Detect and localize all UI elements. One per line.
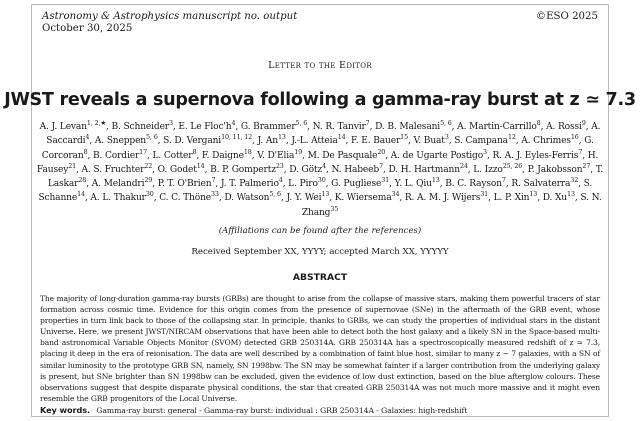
author-name: A. Chrimes: [521, 136, 571, 147]
author-name: D. H. Hartmann: [388, 164, 460, 175]
author-name: A. Martin-Carrillo: [457, 122, 537, 132]
author-affiliation-mark: 13: [529, 190, 538, 199]
author: [307, 147, 386, 161]
author: [94, 133, 158, 147]
author-name: S. N. Zhang: [301, 193, 602, 218]
author: [331, 176, 390, 190]
author-name: F. Daigne: [201, 150, 244, 161]
author-affiliation-mark: 13: [431, 176, 440, 185]
author-affiliation-mark: 3: [444, 133, 449, 142]
author-name: A. S. Fruchter: [81, 164, 145, 175]
author-affiliation-mark: 4: [278, 176, 283, 185]
author-affiliation-mark: 22: [144, 161, 153, 170]
author: [542, 190, 575, 204]
manuscript-date: October 30, 2025: [42, 23, 133, 34]
author-affiliation-mark: 7: [365, 119, 370, 127]
author-affiliation-mark: 31: [381, 176, 390, 185]
keywords-text: Gamma-ray burst: general - Gamma-ray burst: individual : GRB 250314A - Galaxies: high-redshift: [96, 406, 468, 415]
keywords-label: Key words.: [40, 405, 91, 415]
author-name: L. Izzo: [473, 164, 503, 175]
author-name: A. Sneppen: [94, 136, 147, 147]
author-name: S. D. Vergani: [163, 136, 222, 147]
author-affiliation-mark: 29: [144, 176, 153, 185]
author: [388, 161, 468, 175]
affiliations-note: (Affiliations can be found after the references): [218, 226, 422, 236]
author-name: H. Fausey: [36, 150, 599, 175]
author: [492, 147, 583, 161]
author: [394, 176, 440, 190]
author-affiliation-mark: 19: [294, 147, 303, 156]
author-affiliation-mark: 7: [211, 176, 216, 185]
author-affiliation-mark: 17: [139, 147, 147, 156]
author-name: D. B. Malesani: [375, 122, 441, 132]
author: [390, 147, 487, 161]
author: [152, 147, 197, 161]
author-affiliation-mark: 34: [391, 190, 400, 199]
author: [289, 161, 326, 175]
author-affiliation-mark: 7: [501, 176, 506, 185]
author: [257, 147, 303, 161]
author: [201, 147, 252, 161]
author: [111, 119, 173, 132]
author: [81, 161, 153, 175]
author-affiliation-mark: 8: [192, 147, 197, 156]
author-affiliation-mark: 16: [570, 133, 579, 142]
copyright-notice: ©ESO 2025: [535, 11, 598, 22]
author-affiliation-mark: 32: [570, 176, 579, 185]
author-name: G. Corcoran: [41, 136, 594, 161]
author: [527, 161, 591, 175]
abstract-heading: ABSTRACT: [292, 272, 348, 283]
author-name: R. A. J. Eyles-Ferris: [492, 150, 579, 161]
author-name: J.-L. Atteia: [291, 136, 338, 147]
author-name: P. Jakobsson: [527, 164, 583, 175]
author-name: J. Y. Wei: [286, 193, 322, 204]
author-affiliation-mark: 13: [278, 133, 286, 142]
author: [331, 161, 383, 175]
author-name: A. Saccardi: [46, 122, 601, 147]
author-affiliation-mark: 3: [483, 147, 487, 156]
author-name: A. Melandri: [91, 179, 145, 190]
author: [159, 190, 219, 204]
author-affiliation-mark: 5, 6: [269, 190, 281, 199]
author-name: L. Cotter: [152, 150, 193, 161]
author-affiliation-mark: 9: [581, 119, 586, 127]
author-name: D. Götz: [289, 164, 323, 175]
author: [257, 133, 286, 147]
author-name: A. Rossi: [546, 122, 582, 132]
author-affiliation-mark: 4: [322, 161, 326, 170]
author: [157, 161, 205, 175]
author-name: D. Xu: [542, 193, 568, 204]
author-affiliation-mark: 35: [330, 204, 339, 213]
author-affiliation-mark: 8: [536, 119, 541, 127]
author-affiliation-mark: 10, 11, 12: [221, 133, 253, 142]
author-affiliation-mark: 30: [145, 190, 154, 199]
author-affiliation-mark: 14: [196, 161, 205, 170]
author: [286, 190, 330, 204]
author-name: B. P. Gompertz: [210, 164, 276, 175]
author: [375, 119, 452, 132]
author-affiliation-mark: 33: [211, 190, 219, 199]
author: [546, 119, 586, 132]
author: [163, 133, 253, 147]
author-name: J. An: [257, 136, 278, 147]
author-name: R. Salvaterra: [511, 179, 571, 190]
author: [334, 190, 400, 204]
abstract-body: The majority of long-duration gamma-ray bursts (GRBs) are thought to arise from the collapse of massive stars, making them powerful tracers of star formation across cosmic time. Evidence for this origin comes from the presence of supernovae (SNe) in the aftermath of the GRB event, whose properties in turn link back to those of the collapsing star. In principle, thanks to GRBs, we can study the properties of individual stars in the distant Universe. Here, we present JWST/NIRCAM observations that have been able to detect both the host galaxy and a likely SN in the Space-based multi-band astronomical Variable Objects Monitor (SVOM) detected GRB 250314A. GRB 250314A has a spectroscopically measured redshift of z ≃ 7.3, placing it deep in the era of reionisation. The data are well described by a combination of faint blue host, similar to many z ∼ 7 galaxies, with a SN of similar luminosity to the prototype GRB SN, namely, SN 1998bw. The SN may be somewhat fainter if a larger contribution from the underlying galaxy is present, but SNe brighter than SN 1998bw can be excluded, given the evidence of low dust extinction, based on the blue afterglow colours. These observations suggest that despite disparate physical conditions, the star that created GRB 250314A was not much more massive and it might even resemble the GRB progenitors of the Local Universe.: [40, 294, 600, 403]
author: [312, 119, 370, 132]
author-name: L. P. Xin: [493, 193, 530, 204]
author: [91, 176, 153, 190]
author-affiliation-mark: 8: [83, 147, 88, 156]
author-name: S. Schanne: [38, 179, 593, 204]
author-name: T. Laskar: [47, 164, 604, 190]
author: [220, 176, 283, 190]
author-name: F. E. Bauer: [351, 136, 401, 147]
author: [404, 190, 489, 204]
author-name: B. Schneider: [111, 122, 169, 132]
running-header: [42, 11, 297, 35]
author: [413, 133, 449, 147]
author-name: Y. L. Qiu: [394, 179, 432, 190]
author-name: R. A. M. J. Wijers: [404, 193, 481, 204]
author-name: A. L. Thakur: [90, 193, 146, 204]
author-name: N. Habeeb: [331, 164, 380, 175]
author-name: K. Wiersema: [334, 193, 392, 204]
author: [39, 119, 106, 132]
author-name: C. C. Thöne: [159, 193, 212, 204]
author-name: N. R. Tanvir: [312, 122, 366, 132]
author-affiliation-mark: 25, 26: [502, 161, 523, 170]
author: [454, 133, 516, 147]
author: [511, 176, 579, 190]
author-affiliation-mark: 13: [321, 190, 330, 199]
author-affiliation-mark: 23: [275, 161, 284, 170]
author-name: G. Brammer: [240, 122, 296, 132]
keywords-line: [40, 405, 600, 415]
author: [288, 176, 326, 190]
paper-title: JWST reveals a supernova following a gamma-ray burst at z ≃ 7.3: [4, 90, 636, 110]
author: [92, 147, 147, 161]
author: [457, 119, 541, 132]
author-affiliation-mark: 30: [317, 176, 326, 185]
author: [224, 190, 281, 204]
author-name: V. Buat: [413, 136, 445, 147]
author-affiliation-mark: 12: [507, 133, 516, 142]
author-affiliation-mark: 31: [480, 190, 489, 199]
author-name: A. de Ugarte Postigo: [390, 150, 484, 161]
author-affiliation-mark: 18: [243, 147, 252, 156]
author-name: A. J. Levan: [39, 122, 87, 132]
author: [351, 133, 408, 147]
author: [210, 161, 284, 175]
author-affiliation-mark: 21: [68, 161, 77, 170]
author-affiliation-mark: 5, 6: [295, 119, 308, 127]
author-affiliation-mark: 5, 6: [440, 119, 452, 127]
author-affiliation-mark: 4: [231, 119, 236, 127]
author-affiliation-mark: 20: [377, 147, 386, 156]
author: [445, 176, 506, 190]
author: [178, 119, 236, 132]
author-name: D. Watson: [224, 193, 270, 204]
received-dates: Received September XX, YYYY; accepted March XX, YYYYY: [191, 247, 449, 257]
author-name: B. Cordier: [92, 150, 140, 161]
author-affiliation-mark: 15: [400, 133, 408, 142]
author-name: E. Le Floc'h: [178, 122, 232, 132]
author: [291, 133, 346, 147]
author-name: P. T. O'Brien: [157, 179, 212, 190]
author-name: S. Campana: [454, 136, 508, 147]
author-affiliation-mark: 5, 6: [146, 133, 158, 142]
author-affiliation-mark: 4: [85, 133, 90, 142]
author-affiliation-mark: 28: [78, 176, 87, 185]
author-affiliation-mark: 27: [582, 161, 591, 170]
author: [157, 176, 216, 190]
author-affiliation-mark: 7: [379, 161, 383, 170]
author-affiliation-mark: 24: [459, 161, 468, 170]
author-affiliation-mark: 3: [169, 119, 173, 127]
author: [90, 190, 154, 204]
author-affiliation-mark: 7: [578, 147, 583, 156]
author: [521, 133, 579, 147]
author-list: A. J. Levan$^{1, 2,★}$, B. Schneider$^3$, E. Le $Floc'h^4$, G. Brammer$^{5, 6}$, N. R. Tanvir$^7$, D. B. Malesani$^{5, 6}$, A. Martin-Carrillo$^8$, A. Rossi$^9$, A. Saccardi$^4$, A. Sneppen$^{5, 6}$, S. D. Vergani$^{10, 11, 12}$, J. An$^{13}$, J.-L. Atteia$^{14}$, F. E. Bauer$^{15}$, V. Buat$^3$, S. Campana$^{12}$, A. Chrimes$^{16}$, G. Corcoran$^8$, B. Cordier$^{17}$, L. Cotter$^8$, F. Daigne$^{18}$, V. D'Elia$^{19}$, M. De Pasquale$^{20}$, A. de Ugarte Postigo$^3$, R. A. J. Eyles-Ferris$^7$, H. Fausey$^{21}$, A. S. Fruchter$^{22}$, O. Godet$^{14}$, B. P. Gompertz$^{23}$, D. Götz$^4$, N. Habeeb$^7$, D. H. Hartmann$^{24}$, L. Izzo$^{25, 26}$, P. Jakobsson$^{27}$, T. Laskar$^{28}$, A. Melandri$^{29}$, P. T. O'Brien$^7$, J. T. Palmerio$^4$, L. Piro$^{30}$, G. Pugliese$^{31}$, Y. L. Qiu$^{13}$, B. C. Rayson$^7$, R. Salvaterra$^{32}$, S. Schanne$^{14}$, A. L. Thakur$^{30}$, C. C. Thöne$^{33}$, D. Watson$^{5, 6}$, J. Y. Wei$^{13}$, K. Wiersema$^{34}$, R. A. M. J. Wijers$^{31}$, L. P. Xin$^{13}$, D. Xu$^{13}$, S. N. Zhang$^{35}$: [36, 119, 604, 218]
author-affiliation-mark: 14: [337, 133, 346, 142]
author-name: J. T. Palmerio: [220, 179, 279, 190]
author-name: M. De Pasquale: [307, 150, 378, 161]
journal-line: Astronomy & Astrophysics manuscript no. output: [42, 11, 298, 22]
section-label: Letter to the Editor: [268, 60, 372, 71]
author-name: B. C. Rayson: [445, 179, 502, 190]
author-name: L. Piro: [288, 179, 318, 190]
author-affiliation-mark: 1, 2,★: [86, 119, 106, 127]
author-name: O. Godet: [157, 164, 197, 175]
author: [240, 119, 308, 132]
author-name: G. Pugliese: [331, 179, 382, 190]
author-affiliation-mark: 14: [77, 190, 85, 199]
author-name: V. D'Elia: [257, 150, 295, 161]
author-affiliation-mark: 13: [567, 190, 575, 199]
author: [473, 161, 523, 175]
author: [493, 190, 538, 204]
